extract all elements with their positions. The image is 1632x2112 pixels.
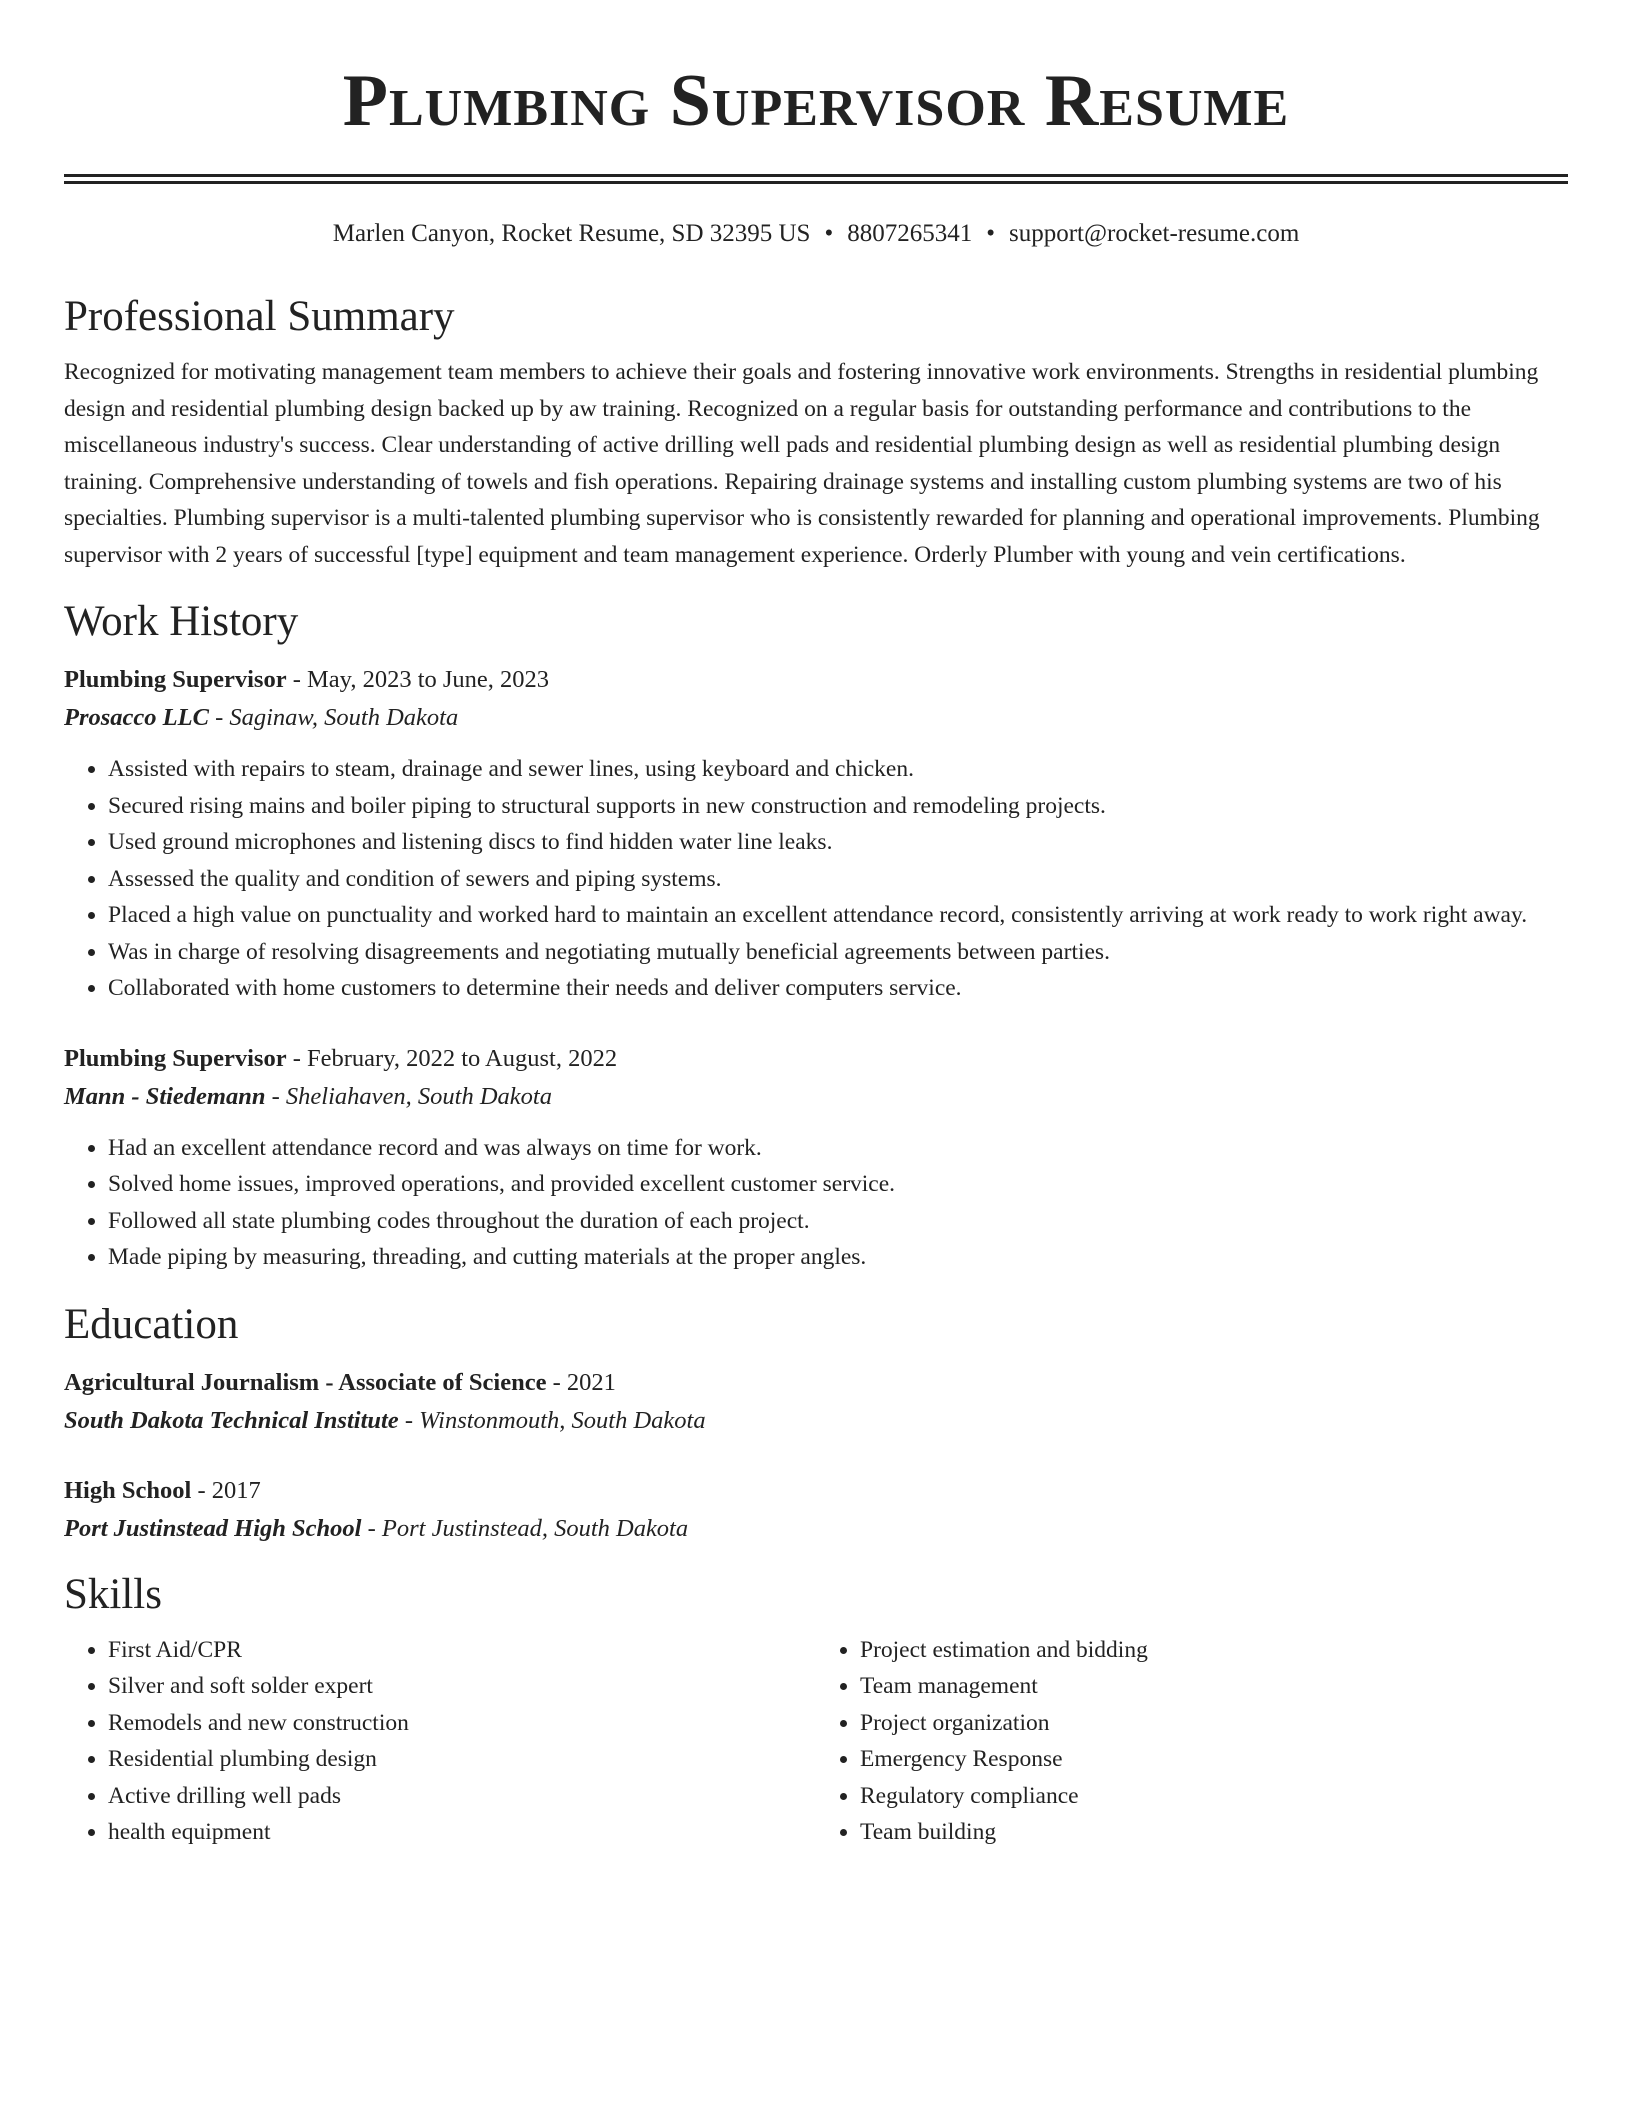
education-entry — [64, 1472, 1568, 1548]
list-item: • Followed all state plumbing codes throughout the duration of each project. — [108, 1203, 1568, 1240]
work-history-section — [64, 595, 1568, 1276]
list-item: • Solved home issues, improved operations, and provided excellent customer service. — [108, 1166, 1568, 1203]
contact-email: support@rocket-resume.com — [1008, 220, 1300, 247]
degree: High School — [64, 1476, 192, 1504]
job-location: - Saginaw, South Dakota — [208, 704, 459, 731]
graduation-year: - 2017 — [191, 1476, 261, 1504]
school-line — [64, 1402, 1568, 1440]
job-company-line — [64, 699, 1568, 737]
job-dates: - February, 2022 to August, 2022 — [286, 1044, 618, 1072]
job-duties-list — [64, 751, 1568, 1007]
contact-separator: • — [824, 220, 834, 247]
contact-separator: • — [986, 220, 995, 247]
skill-item: • Regulatory compliance — [860, 1778, 1568, 1815]
job-dates: - May, 2023 to June, 2023 — [286, 666, 550, 693]
skills-list-left — [64, 1632, 816, 1851]
skill-item: • Remodels and new construction — [108, 1705, 816, 1742]
title-double-rule — [64, 174, 1568, 184]
list-item: • Used ground microphones and listening discs to find hidden water line leaks. — [108, 824, 1568, 861]
education-section — [64, 1298, 1568, 1548]
skill-item: • health equipment — [108, 1814, 816, 1851]
summary-section — [64, 290, 1568, 573]
skills-heading: Skills — [64, 1570, 162, 1618]
skill-item: • Team building — [860, 1814, 1568, 1851]
job-company: Prosacco LLC — [64, 704, 209, 731]
school-location: - Port Justinstead, South Dakota — [361, 1514, 689, 1542]
summary-heading: Professional Summary — [64, 293, 455, 340]
school-line — [64, 1510, 1568, 1548]
graduation-year: - 2021 — [546, 1368, 616, 1396]
job-title: Plumbing Supervisor — [64, 1044, 287, 1072]
job-entry — [64, 661, 1568, 1007]
list-item: • Collaborated with home customers to determine their needs and deliver computers service. — [108, 970, 1568, 1007]
job-company-line — [64, 1078, 1568, 1116]
skills-section — [64, 1568, 1568, 1851]
job-title-line — [64, 1040, 1568, 1078]
skill-item: • Project estimation and bidding — [860, 1632, 1568, 1669]
list-item: • Had an excellent attendance record and was always on time for work. — [108, 1130, 1568, 1167]
contact-address: Marlen Canyon, Rocket Resume, SD 32395 US — [332, 220, 811, 247]
job-title-line — [64, 661, 1568, 699]
contact-phone: 8807265341 — [847, 220, 973, 247]
school-name: Port Justinstead High School — [64, 1514, 362, 1542]
skill-item: • Project organization — [860, 1705, 1568, 1742]
skill-item: • Team management — [860, 1668, 1568, 1705]
job-duties-list — [64, 1130, 1568, 1276]
school-location: - Winstonmouth, South Dakota — [398, 1406, 706, 1434]
job-title: Plumbing Supervisor — [64, 666, 287, 693]
degree-line — [64, 1364, 1568, 1402]
list-item: • Was in charge of resolving disagreements and negotiating mutually beneficial agreements between parties. — [108, 934, 1568, 971]
education-entry — [64, 1364, 1568, 1440]
skill-item: • First Aid/CPR — [108, 1632, 816, 1669]
list-item: • Secured rising mains and boiler piping to structural supports in new construction and remodeling projects. — [108, 788, 1568, 825]
list-item: • Placed a high value on punctuality and worked hard to maintain an excellent attendance record, consistently arriving at work ready to work right away. — [108, 897, 1568, 934]
job-company: Mann - Stiedemann — [64, 1082, 266, 1110]
degree-line — [64, 1472, 1568, 1510]
job-entry — [64, 1040, 1568, 1276]
summary-text: Recognized for motivating management team members to achieve their goals and fostering innovative work environments. Strengths in residential plumbing design and residential plumbing design backed up by aw training. Recognized on a regular basis for outstanding performance and contributions to the miscellaneous industry's success. Clear understanding of active drilling well pads and residential plumbing design as well as residential plumbing design training. Comprehensive understanding of towels and fish operations. Repairing drainage systems and installing custom plumbing systems are two of his specialties. Plumbing supervisor is a multi-talented plumbing supervisor who is consistently rewarded for planning and operational improvements. Plumbing supervisor with 2 years of successful [type] equipment and team management experience. Orderly Plumber with young and vein certifications. — [64, 359, 1540, 568]
skill-item: • Emergency Response — [860, 1741, 1568, 1778]
degree: Agricultural Journalism - Associate of Science — [64, 1368, 547, 1396]
school-name: South Dakota Technical Institute — [64, 1406, 399, 1434]
list-item: • Made piping by measuring, threading, and cutting materials at the proper angles. — [108, 1239, 1568, 1276]
skill-item: • Residential plumbing design — [108, 1741, 816, 1778]
skill-item: • Active drilling well pads — [108, 1778, 816, 1815]
page-title: Plumbing Supervisor Resume — [342, 60, 1290, 142]
list-item: • Assisted with repairs to steam, drainage and sewer lines, using keyboard and chicken. — [108, 751, 1568, 788]
work-history-heading: Work History — [64, 598, 299, 645]
skills-grid — [64, 1632, 1568, 1851]
education-heading: Education — [64, 1300, 239, 1348]
job-location: - Sheliahaven, South Dakota — [265, 1082, 552, 1110]
contact-line — [64, 218, 1568, 250]
skill-item: • Silver and soft solder expert — [108, 1668, 816, 1705]
skills-list-right — [816, 1632, 1568, 1851]
list-item: • Assessed the quality and condition of sewers and piping systems. — [108, 861, 1568, 898]
